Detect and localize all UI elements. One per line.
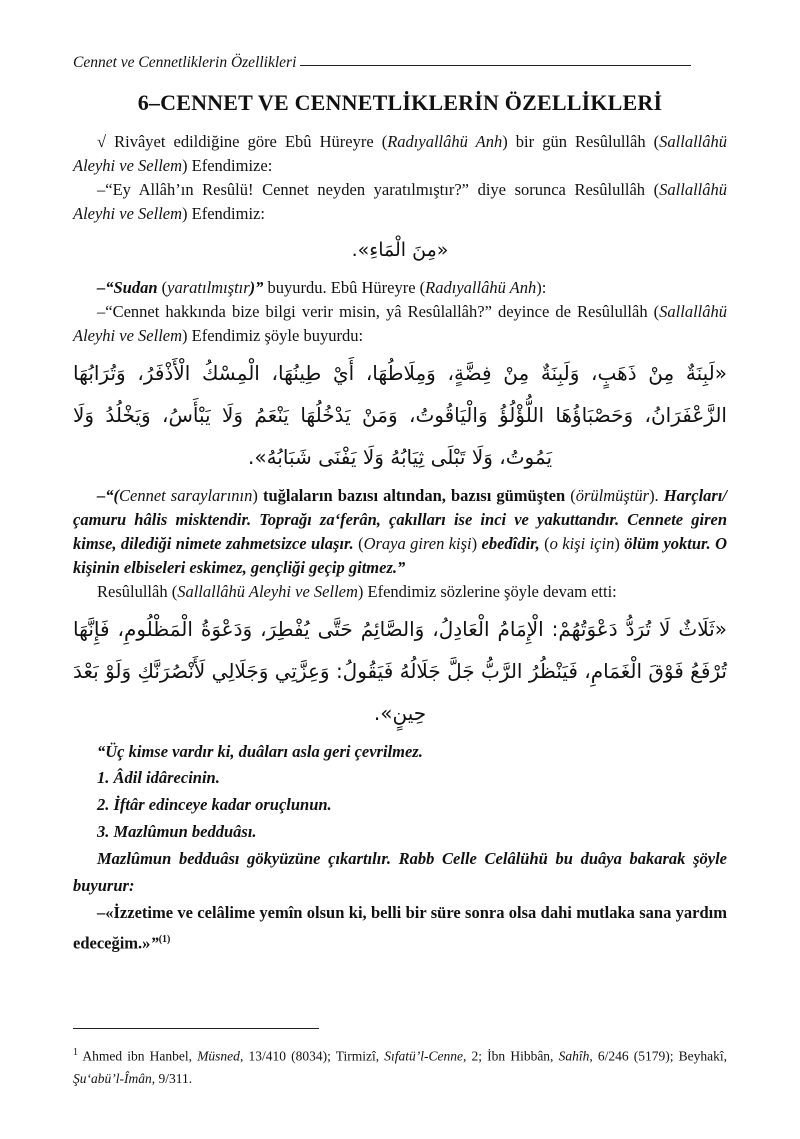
text: (: [565, 486, 576, 505]
paragraph-continue: [73, 580, 727, 604]
text: ): [252, 486, 263, 505]
footnote-divider: [73, 1028, 319, 1029]
source-title: Sıfatü’l-Cenne: [384, 1048, 464, 1064]
text: –“Cennet hakkında bize bilgi verir misin, yâ Resûlallâh?” deyince de Resûlullâh (: [97, 302, 660, 321]
text: ) Efendimize:: [182, 156, 273, 175]
arabic-quote-2: «لَبِنَةٌ مِنْ ذَهَبٍ، وَلَبِنَةٌ مِنْ فِضَّةٍ، وَمِلَاطُهَا، أَيْ طِينُهَا، الْمِسْكُ الْأَذْفَرُ، وَتُرَابُهَا الزَّعْفَرَانُ، وَحَصْبَاؤُهَا اللُّؤْلُؤُ وَالْيَاقُوتُ، وَمَنْ يَدْخُلُهَا يَنْعَمُ وَلَا يَبْأَسُ، وَيَخْلُدُ وَلَا يَمُوتُ، وَلَا تَبْلَى ثِيَابُهُ وَلَا يَفْنَى شَبَابُهُ».: [73, 361, 727, 469]
footnote-ref[interactable]: (1): [158, 934, 171, 945]
text: , 9/311.: [151, 1070, 193, 1086]
honorific: Radıyallâhü Anh: [387, 132, 503, 151]
list-item: 2. İftâr edinceye kadar oruçlunun.: [97, 795, 332, 814]
note: Oraya giren kişi: [363, 534, 472, 553]
running-title: Cennet ve Cennetliklerin Özellikleri: [73, 54, 297, 71]
text: , 6/246 (5179); Beyhakî,: [589, 1048, 728, 1064]
paragraph-answer: [73, 276, 727, 300]
translation-paragraph: Mazlûmun bedduâsı gökyüzüne çıkartılır. Rabb Celle Celâlühü bu duâya bakarak şöyle buyurur:: [73, 849, 727, 895]
text: –“Ey Allâh’ın Resûlü! Cennet neyden yaratılmıştır?” diye sorunca Resûlullâh (: [97, 180, 660, 199]
text: , 2; İbn Hibbân,: [463, 1048, 559, 1064]
arabic-quote-1: «مِنَ الْمَاءِ».: [351, 239, 449, 261]
text: Ahmed ibn Hanbel,: [78, 1048, 198, 1064]
text: ) Efendimiz sözlerine şöyle devam etti:: [357, 582, 617, 601]
list-item: 3. Mazlûmun bedduâsı.: [97, 822, 257, 841]
chapter-title: 6–CENNET VE CENNETLİKLERİN ÖZELLİKLERİ: [137, 90, 663, 115]
honorific: Radıyallâhü Anh: [425, 278, 537, 297]
source-title: Sahîh: [558, 1048, 590, 1064]
paragraph-question: [73, 178, 727, 226]
text: )”: [249, 278, 264, 297]
emphasis: ebedîdir,: [481, 534, 540, 553]
text: ) Efendimiz:: [182, 204, 265, 223]
text: ): [614, 534, 625, 553]
note: örülmüştür: [575, 486, 650, 505]
text: ):: [536, 278, 547, 297]
text: √ Rivâyet edildiğine göre Ebû Hüreyre (: [97, 132, 388, 151]
page-body: [73, 130, 727, 957]
source-title: Müsned: [197, 1048, 240, 1064]
honorific: Sallallâhü Aleyhi ve Sellem: [73, 302, 727, 345]
translation-quote: [73, 899, 727, 957]
honorific: Sallallâhü Aleyhi ve Sellem: [73, 180, 727, 223]
text: (: [353, 534, 364, 553]
text: –«İzzetime ve celâlime yemîn olsun ki, belli bir süre sonra olsa dahi mutlaka sana yardım edeceğim.»: [73, 903, 727, 953]
text: ): [471, 534, 482, 553]
text: buyurdu. Ebû Hüreyre (: [263, 278, 426, 297]
text: ”: [150, 933, 159, 953]
list-item: 1. Âdil idârecinin.: [97, 768, 220, 787]
footnote: [73, 1042, 727, 1090]
translation-intro: “Üç kimse vardır ki, duâları asla geri çevrilmez.: [97, 742, 423, 761]
text: (: [539, 534, 550, 553]
note: o kişi için: [549, 534, 615, 553]
text: –“(: [97, 486, 119, 505]
text: ) Efendimiz şöyle buyurdu:: [182, 326, 364, 345]
paragraph-translation-1: [73, 484, 727, 580]
paragraph-question-2: [73, 300, 727, 348]
text: , 13/410 (8034); Tirmizî,: [239, 1048, 385, 1064]
honorific: Sallallâhü Aleyhi ve Sellem: [177, 582, 358, 601]
text: ”: [397, 558, 406, 577]
footnote-number: 1: [73, 1047, 78, 1058]
text: –“: [97, 278, 114, 297]
text: Resûlullâh (: [97, 582, 178, 601]
source-title: Şu‘abü’l-Îmân: [73, 1070, 152, 1086]
running-header: [73, 52, 691, 74]
emphasis: Harçları/çamuru hâlis misktendir. Toprağı za‘ferân, çakılları ise inci ve yakuttandır. Cennete giren kimse, dilediği nimete zahmetsizce ulaşır.: [73, 486, 728, 553]
note: Cennet saraylarının: [119, 486, 253, 505]
paragraph-intro: [73, 130, 727, 178]
arabic-quote-3: «ثَلَاثٌ لَا تُرَدُّ دَعْوَتُهُمْ: الْإِمَامُ الْعَادِلُ، وَالصَّائِمُ حَتَّى يُفْطِرَ، وَدَعْوَةُ الْمَظْلُومِ، فَإِنَّهَا تُرْفَعُ فَوْقَ الْغَمَامِ، فَيَنْظُرُ الرَّبُّ جَلَّ جَلَالُهُ فَيَقُولُ: وَعِزَّتِي وَجَلَالِي لَأَنْصُرَنَّكِ وَلَوْ بَعْدَ حِينٍ».: [73, 617, 727, 725]
emphasis: Sudan: [113, 278, 158, 297]
text: ).: [649, 486, 664, 505]
note: yaratılmıştır: [167, 278, 250, 297]
emphasis: ölüm yoktur. O kişinin elbiseleri eskimez, gençliği geçip gitmez.: [73, 534, 727, 577]
emphasis: tuğlaların bazısı altından, bazısı gümüşten: [262, 486, 566, 505]
text: (: [157, 278, 168, 297]
honorific: Sallallâhü Aleyhi ve Sellem: [73, 132, 727, 175]
text: ) bir gün Resûlullâh (: [502, 132, 660, 151]
header-rule: [300, 65, 691, 66]
